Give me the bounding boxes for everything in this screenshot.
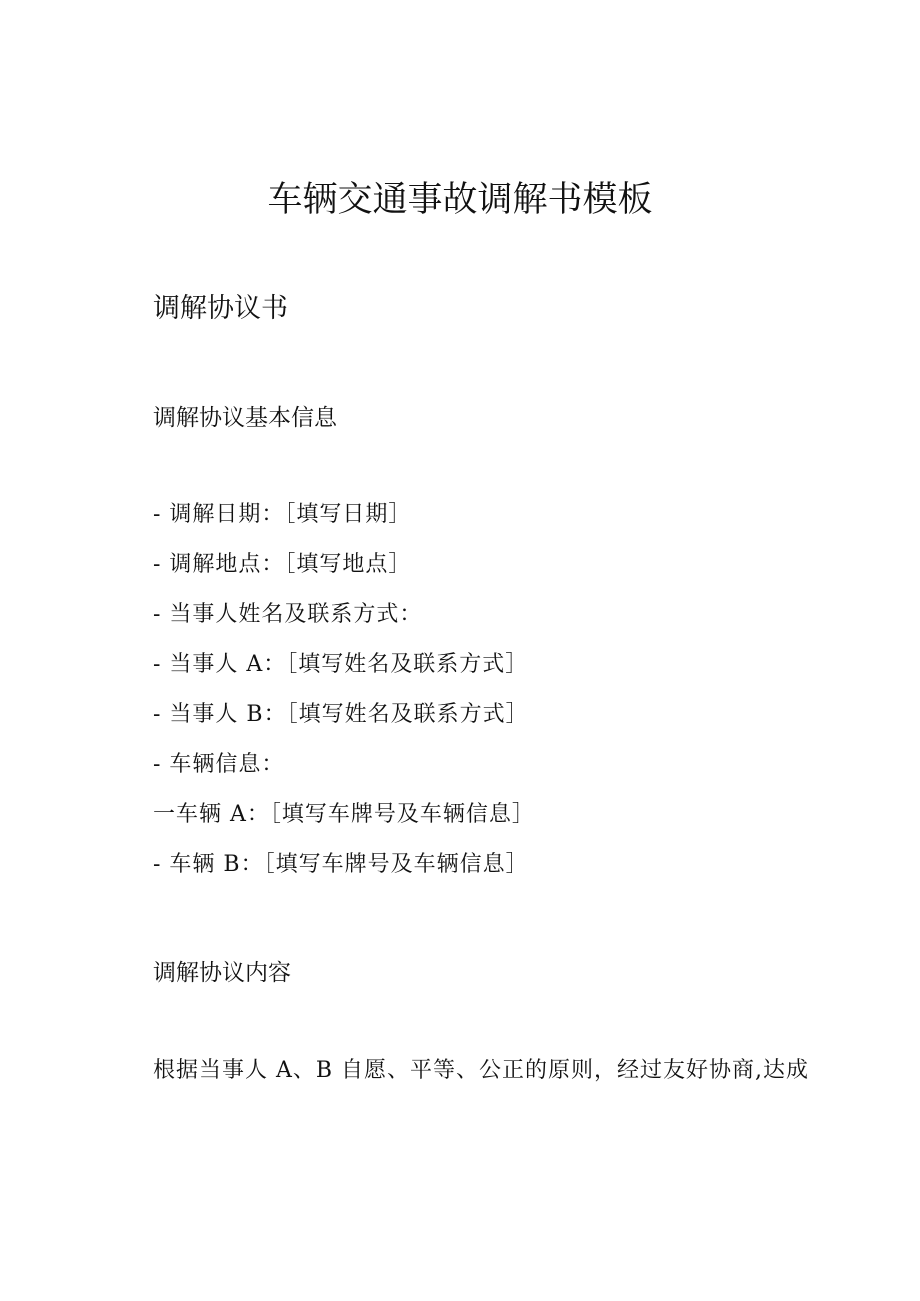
info-line-parties: - 当事人姓名及联系方式： [153,602,423,627]
info-line-vehicle-b: - 车辆 B：［填写车牌号及车辆信息］ [153,852,529,877]
content-paragraph: 根据当事人 A、B 自愿、平等、公正的原则，经过友好协商,达成 [153,1058,810,1083]
info-line-vehicle-a: 一车辆 A：［填写车牌号及车辆信息］ [153,802,535,827]
info-line-mediation-date: - 调解日期：［填写日期］ [153,502,412,527]
info-line-mediation-location: - 调解地点：［填写地点］ [153,552,412,577]
section-heading-agreement: 调解协议书 [153,293,288,324]
info-line-party-a: - 当事人 A：［填写姓名及联系方式］ [153,652,529,677]
subsection-heading-basic-info: 调解协议基本信息 [153,405,337,431]
info-line-vehicle-info: - 车辆信息： [153,752,285,777]
info-line-party-b: - 当事人 B：［填写姓名及联系方式］ [153,702,529,727]
document-title: 车辆交通事故调解书模板 [267,180,653,220]
subsection-heading-content: 调解协议内容 [153,960,291,986]
